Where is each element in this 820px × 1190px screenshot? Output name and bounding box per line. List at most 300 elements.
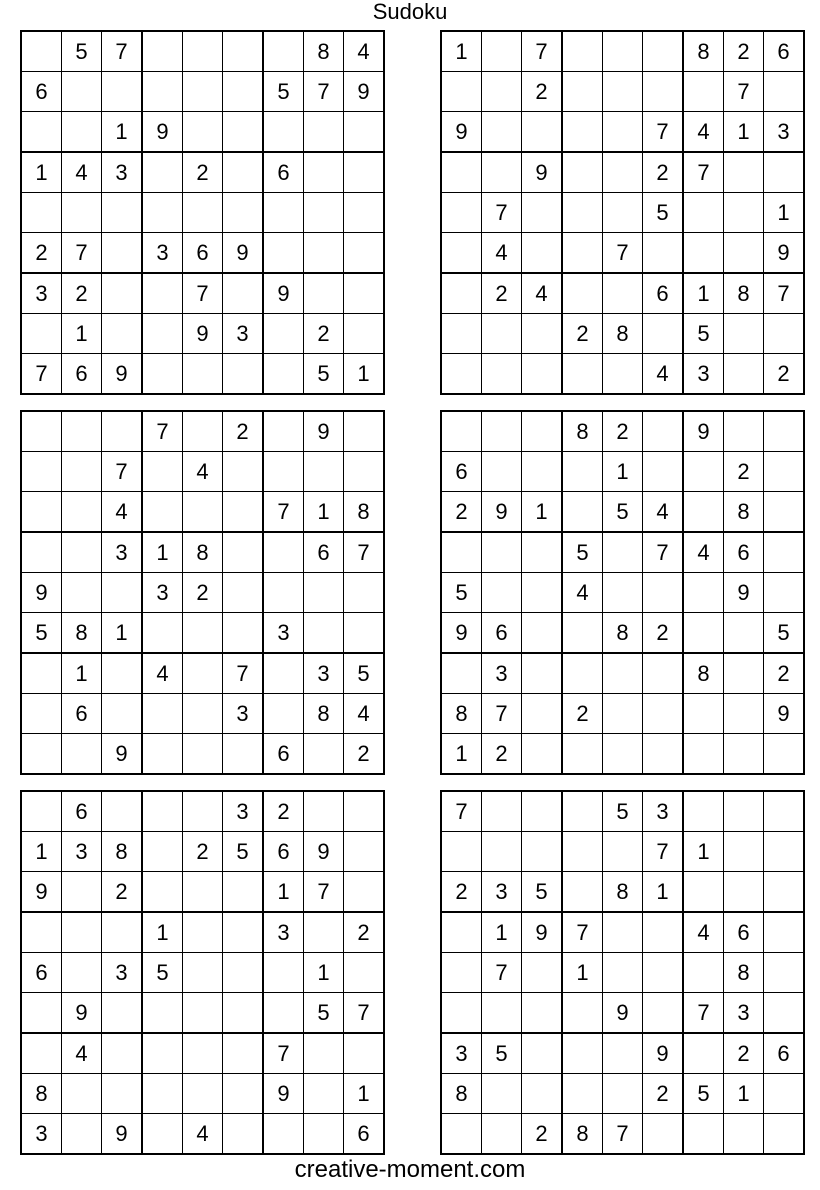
sudoku-cell: 4 bbox=[683, 112, 724, 153]
sudoku-cell bbox=[562, 734, 603, 775]
sudoku-cell bbox=[482, 72, 522, 112]
sudoku-cell bbox=[764, 532, 805, 573]
sudoku-cell: 8 bbox=[441, 694, 482, 734]
sudoku-cell bbox=[603, 1033, 643, 1074]
sudoku-cell bbox=[724, 613, 764, 654]
sudoku-cell bbox=[482, 573, 522, 613]
sudoku-cell bbox=[562, 233, 603, 274]
sudoku-cell bbox=[344, 613, 385, 654]
sudoku-cell bbox=[764, 72, 805, 112]
sudoku-row bbox=[21, 273, 384, 314]
sudoku-cell bbox=[304, 1114, 344, 1155]
sudoku-cell bbox=[441, 411, 482, 452]
sudoku-cell: 4 bbox=[62, 1033, 102, 1074]
sudoku-cell bbox=[562, 354, 603, 395]
sudoku-cell: 6 bbox=[724, 532, 764, 573]
sudoku-cell bbox=[764, 411, 805, 452]
sudoku-cell: 6 bbox=[183, 233, 223, 274]
sudoku-cell: 7 bbox=[764, 273, 805, 314]
sudoku-cell bbox=[603, 31, 643, 72]
sudoku-cell: 9 bbox=[263, 1074, 304, 1114]
sudoku-cell: 9 bbox=[643, 1033, 684, 1074]
page-title: Sudoku bbox=[372, 0, 448, 24]
sudoku-row bbox=[21, 532, 384, 573]
sudoku-cell: 4 bbox=[522, 273, 563, 314]
sudoku-cell bbox=[441, 354, 482, 395]
sudoku-cell bbox=[603, 573, 643, 613]
sudoku-cell bbox=[724, 694, 764, 734]
sudoku-grid bbox=[440, 410, 805, 775]
sudoku-cell: 7 bbox=[183, 273, 223, 314]
sudoku-cell bbox=[562, 653, 603, 694]
sudoku-cell: 2 bbox=[562, 314, 603, 354]
sudoku-cell bbox=[562, 791, 603, 832]
sudoku-cell bbox=[142, 1114, 183, 1155]
sudoku-cell: 7 bbox=[562, 912, 603, 953]
sudoku-cell bbox=[62, 193, 102, 233]
sudoku-cell bbox=[522, 354, 563, 395]
sudoku-cell bbox=[764, 1114, 805, 1155]
sudoku-cell: 7 bbox=[344, 993, 385, 1034]
sudoku-cell bbox=[522, 832, 563, 872]
sudoku-cell: 3 bbox=[263, 613, 304, 654]
sudoku-cell: 2 bbox=[603, 411, 643, 452]
sudoku-cell: 7 bbox=[522, 31, 563, 72]
sudoku-grid bbox=[20, 790, 385, 1155]
sudoku-cell bbox=[344, 452, 385, 492]
sudoku-cell bbox=[263, 653, 304, 694]
sudoku-cell: 7 bbox=[603, 1114, 643, 1155]
sudoku-cell: 9 bbox=[441, 613, 482, 654]
sudoku-cell: 7 bbox=[263, 1033, 304, 1074]
sudoku-cell: 1 bbox=[142, 912, 183, 953]
sudoku-cell bbox=[304, 112, 344, 153]
footer-site-name: creative-moment.com bbox=[294, 1156, 526, 1183]
sudoku-cell bbox=[643, 734, 684, 775]
sudoku-cell bbox=[482, 112, 522, 153]
sudoku-cell bbox=[522, 1033, 563, 1074]
sudoku-cell: 3 bbox=[263, 912, 304, 953]
sudoku-cell: 2 bbox=[21, 233, 62, 274]
sudoku-cell bbox=[522, 653, 563, 694]
sudoku-cell: 5 bbox=[482, 1033, 522, 1074]
sudoku-cell bbox=[223, 734, 264, 775]
sudoku-cell bbox=[183, 31, 223, 72]
sudoku-cell bbox=[683, 193, 724, 233]
sudoku-cell: 2 bbox=[724, 31, 764, 72]
sudoku-cell bbox=[263, 314, 304, 354]
sudoku-cell bbox=[344, 193, 385, 233]
sudoku-cell: 7 bbox=[603, 233, 643, 274]
sudoku-row bbox=[21, 613, 384, 654]
sudoku-cell bbox=[724, 791, 764, 832]
sudoku-cell: 1 bbox=[304, 492, 344, 533]
sudoku-cell bbox=[223, 112, 264, 153]
sudoku-cell: 8 bbox=[724, 492, 764, 533]
sudoku-cell bbox=[344, 573, 385, 613]
sudoku-cell bbox=[223, 31, 264, 72]
sudoku-cell: 9 bbox=[102, 734, 143, 775]
sudoku-cell bbox=[562, 273, 603, 314]
sudoku-cell bbox=[142, 832, 183, 872]
sudoku-cell bbox=[142, 354, 183, 395]
sudoku-cell: 5 bbox=[304, 354, 344, 395]
sudoku-cell bbox=[183, 1074, 223, 1114]
sudoku-cell bbox=[263, 532, 304, 573]
sudoku-cell: 9 bbox=[522, 152, 563, 193]
sudoku-cell: 9 bbox=[522, 912, 563, 953]
sudoku-cell: 1 bbox=[344, 354, 385, 395]
sudoku-cell bbox=[562, 152, 603, 193]
sudoku-cell bbox=[764, 734, 805, 775]
sudoku-cell bbox=[102, 314, 143, 354]
sudoku-cell bbox=[482, 452, 522, 492]
sudoku-cell: 3 bbox=[102, 532, 143, 573]
sudoku-cell: 1 bbox=[102, 112, 143, 153]
sudoku-cell bbox=[142, 31, 183, 72]
sudoku-cell: 4 bbox=[62, 152, 102, 193]
sudoku-cell bbox=[21, 734, 62, 775]
sudoku-cell: 6 bbox=[764, 31, 805, 72]
sudoku-cell: 2 bbox=[643, 152, 684, 193]
sudoku-cell bbox=[724, 411, 764, 452]
sudoku-cell: 9 bbox=[263, 273, 304, 314]
sudoku-cell: 9 bbox=[344, 72, 385, 112]
sudoku-cell bbox=[603, 112, 643, 153]
sudoku-row bbox=[21, 193, 384, 233]
sudoku-cell: 7 bbox=[223, 653, 264, 694]
sudoku-cell bbox=[441, 193, 482, 233]
sudoku-row bbox=[441, 532, 804, 573]
sudoku-cell bbox=[683, 452, 724, 492]
sudoku-cell bbox=[724, 354, 764, 395]
sudoku-row bbox=[21, 1114, 384, 1155]
sudoku-cell: 2 bbox=[344, 912, 385, 953]
sudoku-cell: 1 bbox=[344, 1074, 385, 1114]
sudoku-cell: 4 bbox=[183, 452, 223, 492]
sudoku-cell: 2 bbox=[764, 354, 805, 395]
sudoku-cell bbox=[643, 233, 684, 274]
sudoku-cell bbox=[603, 912, 643, 953]
sudoku-cell bbox=[223, 1033, 264, 1074]
sudoku-cell bbox=[603, 193, 643, 233]
sudoku-cell: 6 bbox=[482, 613, 522, 654]
sudoku-cell bbox=[603, 1074, 643, 1114]
sudoku-cell: 7 bbox=[62, 233, 102, 274]
sudoku-cell bbox=[724, 152, 764, 193]
sudoku-cell bbox=[223, 193, 264, 233]
sudoku-cell bbox=[142, 492, 183, 533]
sudoku-cell: 3 bbox=[482, 872, 522, 913]
sudoku-grid bbox=[440, 30, 805, 395]
sudoku-cell bbox=[142, 1033, 183, 1074]
sudoku-cell bbox=[102, 273, 143, 314]
sudoku-cell: 2 bbox=[764, 653, 805, 694]
sudoku-cell: 7 bbox=[643, 832, 684, 872]
sudoku-cell: 5 bbox=[142, 953, 183, 993]
sudoku-cell: 5 bbox=[21, 613, 62, 654]
sudoku-cell bbox=[62, 1074, 102, 1114]
sudoku-cell: 4 bbox=[142, 653, 183, 694]
sudoku-cell bbox=[724, 832, 764, 872]
sudoku-cell bbox=[603, 273, 643, 314]
sudoku-cell bbox=[522, 1074, 563, 1114]
sudoku-cell bbox=[183, 694, 223, 734]
sudoku-cell bbox=[102, 653, 143, 694]
sudoku-cell bbox=[304, 613, 344, 654]
sudoku-cell bbox=[522, 112, 563, 153]
sudoku-row bbox=[21, 953, 384, 993]
sudoku-cell bbox=[522, 734, 563, 775]
sudoku-cell bbox=[344, 152, 385, 193]
sudoku-cell bbox=[21, 993, 62, 1034]
sudoku-cell bbox=[562, 112, 603, 153]
sudoku-cell bbox=[683, 1033, 724, 1074]
sudoku-cell bbox=[62, 112, 102, 153]
sudoku-cell bbox=[482, 1114, 522, 1155]
sudoku-cell bbox=[562, 492, 603, 533]
sudoku-cell: 3 bbox=[62, 832, 102, 872]
sudoku-cell bbox=[142, 152, 183, 193]
sudoku-cell: 6 bbox=[643, 273, 684, 314]
sudoku-cell bbox=[102, 1033, 143, 1074]
sudoku-cell bbox=[344, 953, 385, 993]
sudoku-cell bbox=[764, 872, 805, 913]
sudoku-cell: 5 bbox=[764, 613, 805, 654]
sudoku-cell bbox=[482, 31, 522, 72]
sudoku-cell: 5 bbox=[643, 193, 684, 233]
sudoku-cell: 5 bbox=[683, 314, 724, 354]
sudoku-cell: 8 bbox=[724, 273, 764, 314]
sudoku-cell bbox=[603, 532, 643, 573]
sudoku-cell: 8 bbox=[683, 31, 724, 72]
sudoku-cell bbox=[764, 993, 805, 1034]
sudoku-cell bbox=[223, 872, 264, 913]
sudoku-cell: 1 bbox=[603, 452, 643, 492]
sudoku-cell bbox=[183, 112, 223, 153]
sudoku-cell bbox=[223, 993, 264, 1034]
sudoku-cell bbox=[603, 734, 643, 775]
sudoku-cell bbox=[223, 1114, 264, 1155]
sudoku-cell bbox=[643, 1114, 684, 1155]
sudoku-cell: 1 bbox=[683, 832, 724, 872]
sudoku-cell: 7 bbox=[304, 872, 344, 913]
sudoku-cell: 1 bbox=[643, 872, 684, 913]
sudoku-cell: 3 bbox=[21, 1114, 62, 1155]
sudoku-cell: 9 bbox=[21, 872, 62, 913]
sudoku-cell bbox=[562, 872, 603, 913]
sudoku-cell bbox=[223, 152, 264, 193]
sudoku-cell: 8 bbox=[724, 953, 764, 993]
sudoku-row bbox=[21, 411, 384, 452]
sudoku-cell: 4 bbox=[102, 492, 143, 533]
sudoku-cell bbox=[562, 613, 603, 654]
sudoku-cell: 1 bbox=[724, 1074, 764, 1114]
sudoku-cell bbox=[724, 1114, 764, 1155]
sudoku-cell: 4 bbox=[683, 912, 724, 953]
sudoku-cell bbox=[142, 993, 183, 1034]
sudoku-cell: 9 bbox=[183, 314, 223, 354]
sudoku-cell: 6 bbox=[764, 1033, 805, 1074]
sudoku-cell: 2 bbox=[263, 791, 304, 832]
sudoku-cell bbox=[764, 912, 805, 953]
sudoku-cell: 6 bbox=[344, 1114, 385, 1155]
sudoku-cell bbox=[683, 872, 724, 913]
sudoku-cell bbox=[21, 1033, 62, 1074]
sudoku-row bbox=[21, 152, 384, 193]
sudoku-cell bbox=[522, 233, 563, 274]
sudoku-cell: 9 bbox=[142, 112, 183, 153]
sudoku-cell bbox=[62, 734, 102, 775]
sudoku-cell bbox=[183, 734, 223, 775]
sudoku-cell: 8 bbox=[603, 314, 643, 354]
sudoku-cell: 6 bbox=[62, 694, 102, 734]
sudoku-row bbox=[21, 791, 384, 832]
sudoku-cell: 1 bbox=[441, 31, 482, 72]
sudoku-cell bbox=[304, 1074, 344, 1114]
sudoku-row bbox=[21, 72, 384, 112]
sudoku-cell: 1 bbox=[142, 532, 183, 573]
sudoku-cell: 4 bbox=[482, 233, 522, 274]
sudoku-cell bbox=[522, 993, 563, 1034]
sudoku-cell: 2 bbox=[441, 492, 482, 533]
sudoku-cell: 9 bbox=[482, 492, 522, 533]
sudoku-cell bbox=[344, 791, 385, 832]
sudoku-cell bbox=[562, 1074, 603, 1114]
sudoku-grid bbox=[20, 410, 385, 775]
sudoku-cell bbox=[223, 613, 264, 654]
sudoku-cell bbox=[683, 953, 724, 993]
sudoku-cell bbox=[522, 613, 563, 654]
sudoku-row bbox=[21, 452, 384, 492]
sudoku-cell bbox=[304, 573, 344, 613]
sudoku-cell: 6 bbox=[304, 532, 344, 573]
sudoku-cell bbox=[482, 1074, 522, 1114]
sudoku-cell: 2 bbox=[223, 411, 264, 452]
sudoku-cell bbox=[263, 953, 304, 993]
sudoku-cell: 7 bbox=[263, 492, 304, 533]
sudoku-cell: 2 bbox=[522, 72, 563, 112]
sudoku-cell: 7 bbox=[21, 354, 62, 395]
sudoku-cell bbox=[724, 653, 764, 694]
sudoku-row bbox=[441, 791, 804, 832]
sudoku-cell: 4 bbox=[344, 31, 385, 72]
sudoku-cell: 2 bbox=[724, 452, 764, 492]
sudoku-cell bbox=[142, 314, 183, 354]
sudoku-cell: 3 bbox=[764, 112, 805, 153]
sudoku-cell bbox=[562, 193, 603, 233]
sudoku-cell bbox=[62, 912, 102, 953]
sudoku-row bbox=[441, 452, 804, 492]
sudoku-row bbox=[441, 152, 804, 193]
sudoku-cell bbox=[183, 613, 223, 654]
sudoku-cell: 8 bbox=[562, 411, 603, 452]
sudoku-cell bbox=[21, 314, 62, 354]
sudoku-cell bbox=[223, 912, 264, 953]
sudoku-cell bbox=[603, 152, 643, 193]
sudoku-cell: 5 bbox=[522, 872, 563, 913]
sudoku-row bbox=[441, 354, 804, 395]
sudoku-cell: 9 bbox=[603, 993, 643, 1034]
sudoku-row bbox=[441, 613, 804, 654]
sudoku-cell: 7 bbox=[344, 532, 385, 573]
sudoku-cell: 1 bbox=[522, 492, 563, 533]
sudoku-cell bbox=[263, 193, 304, 233]
sudoku-cell bbox=[183, 953, 223, 993]
sudoku-row bbox=[441, 411, 804, 452]
sudoku-cell bbox=[62, 953, 102, 993]
sudoku-cell bbox=[764, 953, 805, 993]
sudoku-row bbox=[441, 573, 804, 613]
sudoku-cell bbox=[62, 492, 102, 533]
sudoku-row bbox=[441, 112, 804, 153]
sudoku-cell bbox=[223, 573, 264, 613]
sudoku-cell bbox=[62, 411, 102, 452]
sudoku-row bbox=[441, 832, 804, 872]
sudoku-cell: 8 bbox=[21, 1074, 62, 1114]
sudoku-cell bbox=[562, 1033, 603, 1074]
sudoku-cell: 3 bbox=[724, 993, 764, 1034]
sudoku-cell bbox=[344, 314, 385, 354]
sudoku-row bbox=[441, 233, 804, 274]
sudoku-cell bbox=[683, 233, 724, 274]
sudoku-cell bbox=[482, 993, 522, 1034]
sudoku-cell bbox=[344, 233, 385, 274]
sudoku-cell bbox=[482, 314, 522, 354]
sudoku-cell: 8 bbox=[304, 31, 344, 72]
sudoku-cell bbox=[603, 653, 643, 694]
sudoku-cell bbox=[344, 1033, 385, 1074]
sudoku-cell bbox=[21, 653, 62, 694]
sudoku-cell: 7 bbox=[102, 452, 143, 492]
sudoku-cell bbox=[263, 694, 304, 734]
sudoku-row bbox=[21, 314, 384, 354]
sudoku-cell bbox=[522, 411, 563, 452]
sudoku-cell: 8 bbox=[603, 613, 643, 654]
sudoku-cell: 2 bbox=[183, 832, 223, 872]
sudoku-cell: 2 bbox=[522, 1114, 563, 1155]
sudoku-cell bbox=[183, 72, 223, 112]
sudoku-cell bbox=[724, 193, 764, 233]
sudoku-cell: 5 bbox=[223, 832, 264, 872]
sudoku-cell bbox=[441, 532, 482, 573]
sudoku-cell bbox=[102, 193, 143, 233]
sudoku-cell bbox=[21, 694, 62, 734]
sudoku-cell: 5 bbox=[441, 573, 482, 613]
sudoku-cell: 7 bbox=[724, 72, 764, 112]
sudoku-cell: 9 bbox=[441, 112, 482, 153]
sudoku-cell: 9 bbox=[223, 233, 264, 274]
sudoku-row bbox=[441, 1074, 804, 1114]
sudoku-cell: 3 bbox=[102, 152, 143, 193]
sudoku-cell bbox=[482, 832, 522, 872]
sudoku-cell bbox=[643, 694, 684, 734]
sudoku-cell bbox=[62, 452, 102, 492]
sudoku-cell bbox=[102, 233, 143, 274]
sudoku-cell bbox=[142, 694, 183, 734]
sudoku-cell: 9 bbox=[304, 411, 344, 452]
sudoku-cell: 6 bbox=[263, 832, 304, 872]
sudoku-cell: 5 bbox=[263, 72, 304, 112]
sudoku-cell bbox=[683, 734, 724, 775]
sudoku-cell bbox=[764, 152, 805, 193]
sudoku-row bbox=[21, 653, 384, 694]
sudoku-row bbox=[21, 1074, 384, 1114]
sudoku-cell: 8 bbox=[344, 492, 385, 533]
sudoku-cell bbox=[603, 72, 643, 112]
sudoku-cell bbox=[522, 532, 563, 573]
sudoku-cell: 7 bbox=[643, 112, 684, 153]
